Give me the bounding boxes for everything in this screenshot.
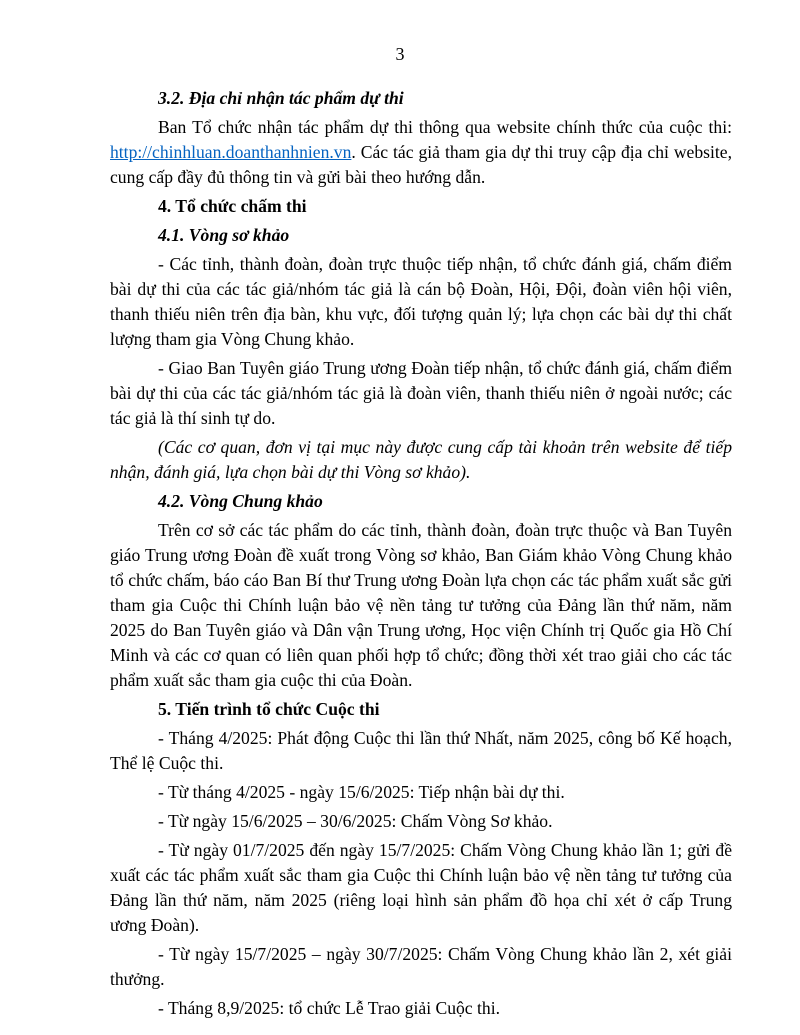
document-body [110,86,732,1025]
timeline-item: - Tháng 8,9/2025: tổ chức Lễ Trao giải Cuộc thi. [158,998,500,1018]
timeline-item: - Từ ngày 15/6/2025 – 30/6/2025: Chấm Vòng Sơ khảo. [158,811,553,831]
page-number: 3 [395,44,405,64]
timeline-item: - Từ ngày 01/7/2025 đến ngày 15/7/2025: Chấm Vòng Chung khảo lần 1; gửi đề xuất các tác phẩm xuất sắc tham gia Cuộc thi Chính luận bảo vệ nền tảng tư tưởng của Đảng lần thứ năm, năm 2025 (riêng loại hình sản phẩm đồ họa chỉ xét ở cấp Trung ương Đoàn). [110,840,732,935]
section-5-heading: 5. Tiến trình tổ chức Cuộc thi [158,699,380,719]
section-4-1-note: (Các cơ quan, đơn vị tại mục này được cung cấp tài khoản trên website để tiếp nhận, đánh giá, lựa chọn bài dự thi Vòng sơ khảo). [110,437,732,482]
section-4-heading: 4. Tổ chức chấm thi [158,196,307,216]
section-4-1-paragraph-2: - Giao Ban Tuyên giáo Trung ương Đoàn tiếp nhận, tổ chức đánh giá, chấm điểm bài dự thi của các tác giả/nhóm tác giả là đoàn viên, thanh thiếu niên ở ngoài nước; các tác giả là thí sinh tự do. [110,358,732,428]
section-3-2-heading: 3.2. Địa chỉ nhận tác phẩm dự thi [158,88,404,108]
section-3-2-text-after-link: . Các tác giả tham gia dự thi truy cập địa chỉ website, cung cấp đầy đủ thông tin và gửi bài theo hướng dẫn. [110,142,732,187]
section-3-2-paragraph [110,115,732,190]
section-3-2-text-before-link: Ban Tổ chức nhận tác phẩm dự thi thông qua website chính thức của cuộc thi: [158,117,732,137]
section-4-2-heading: 4.2. Vòng Chung khảo [158,491,323,511]
timeline-item: - Tháng 4/2025: Phát động Cuộc thi lần thứ Nhất, năm 2025, công bố Kế hoạch, Thể lệ Cuộc thi. [110,728,732,773]
section-4-2-paragraph: Trên cơ sở các tác phẩm do các tỉnh, thành đoàn, đoàn trực thuộc và Ban Tuyên giáo Trung ương Đoàn đề xuất trong Vòng sơ khảo, Ban Giám khảo Vòng Chung khảo tổ chức chấm, báo cáo Ban Bí thư Trung ương Đoàn lựa chọn các tác phẩm xuất sắc gửi tham gia Cuộc thi Chính luận bảo vệ nền tảng tư tưởng của Đảng lần thứ năm, năm 2025 do Ban Tuyên giáo và Dân vận Trung ương, Học viện Chính trị Quốc gia Hồ Chí Minh và các cơ quan có liên quan phối hợp tổ chức; đồng thời xét trao giải cho các tác phẩm xuất sắc tham gia cuộc thi của Đoàn. [110,520,732,690]
timeline-item: - Từ ngày 15/7/2025 – ngày 30/7/2025: Chấm Vòng Chung khảo lần 2, xét giải thưởng. [110,944,732,989]
section-4-1-heading: 4.1. Vòng sơ khảo [158,225,290,245]
section-4-1-paragraph-1: - Các tỉnh, thành đoàn, đoàn trực thuộc tiếp nhận, tổ chức đánh giá, chấm điểm bài dự thi của các tác giả/nhóm tác giả là cán bộ Đoàn, Hội, Đội, đoàn viên hội viên, thanh thiếu niên trên địa bàn, khu vực, đối tượng quản lý; lựa chọn các bài dự thi chất lượng tham gia Vòng Chung khảo. [110,254,732,349]
website-link[interactable]: http://chinhluan.doanthanhnien.vn [110,142,352,162]
timeline-item: - Từ tháng 4/2025 - ngày 15/6/2025: Tiếp nhận bài dự thi. [158,782,565,802]
